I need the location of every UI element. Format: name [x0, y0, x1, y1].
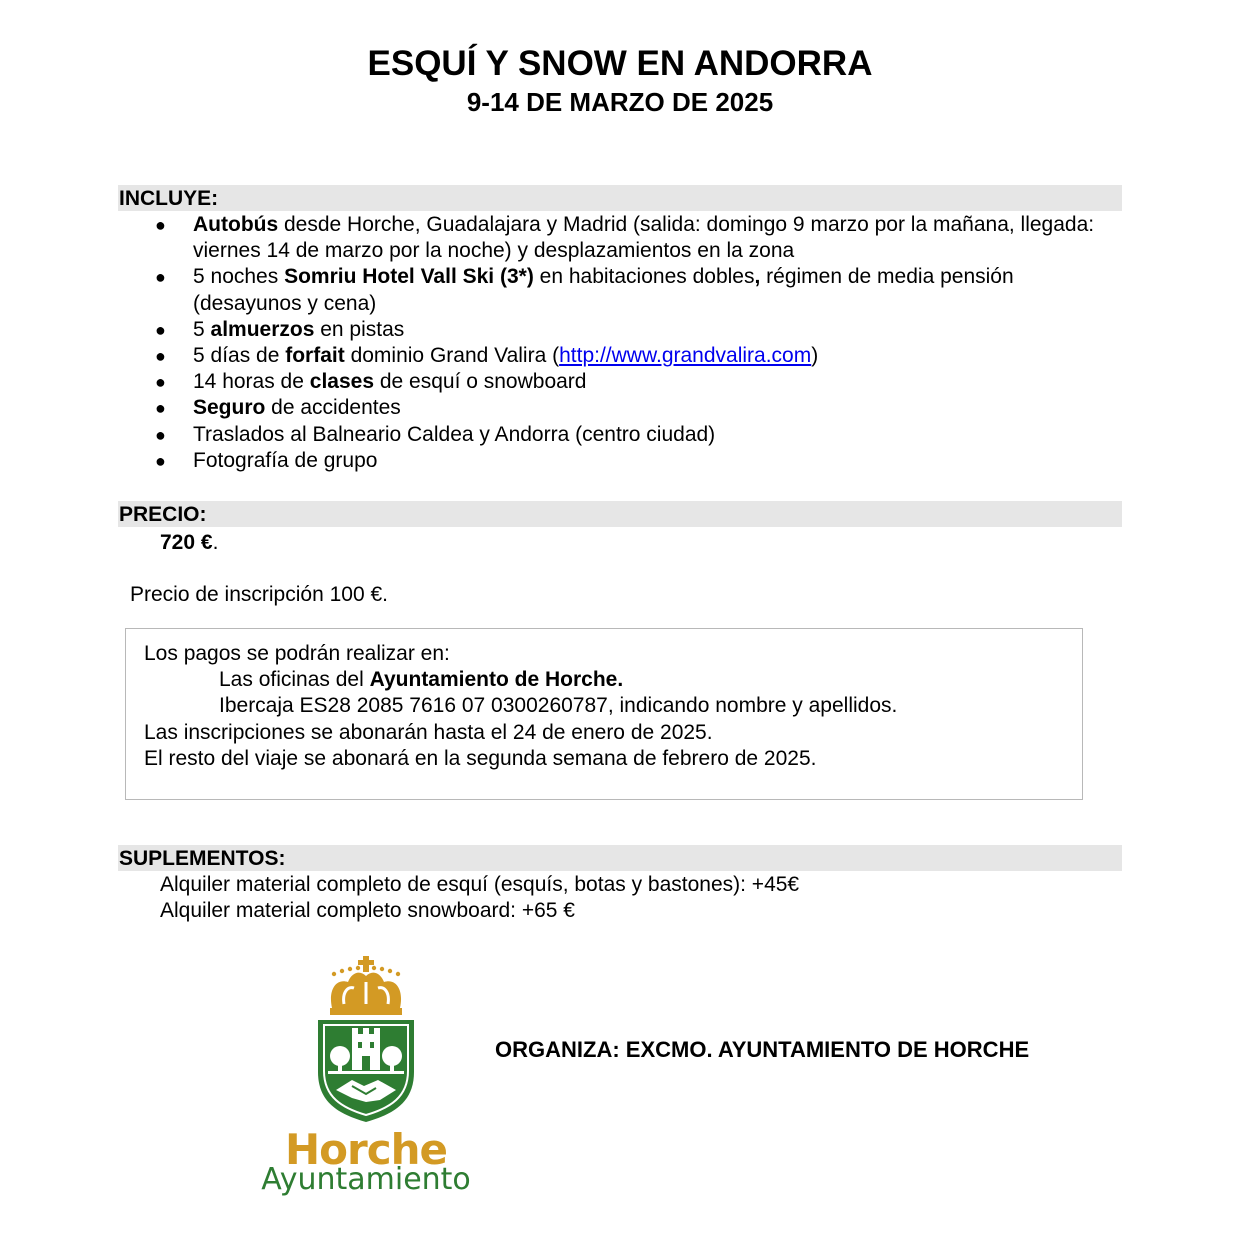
bullet-dot-icon: ●: [155, 372, 166, 393]
payment-line-offices: [144, 667, 1082, 693]
bullet-dot-icon: ●: [155, 424, 166, 445]
item-bold: Seguro: [193, 396, 266, 420]
payment-line: Los pagos se podrán realizar en:: [144, 642, 450, 665]
list-item: [118, 448, 1118, 474]
item-text: de accidentes: [265, 396, 401, 420]
page-subtitle: 9-14 DE MARZO DE 2025: [466, 87, 774, 117]
payment-offices-text: Las oficinas del: [219, 668, 370, 692]
price-amount: [160, 530, 218, 556]
bullet-dot-icon: ●: [155, 450, 166, 471]
list-item: [118, 212, 1118, 264]
organizer-text: ORGANIZA: EXCMO. AYUNTAMIENTO DE HORCHE: [495, 1037, 1030, 1062]
horche-logo: [248, 952, 484, 1202]
item-text: en habitaciones dobles: [533, 265, 755, 289]
supplement-item: Alquiler material completo snowboard: +65 €: [160, 899, 575, 922]
item-bold: almuerzos: [210, 317, 315, 341]
incluye-list: [118, 212, 1118, 474]
list-item: [118, 343, 1118, 369]
logo-word-ayuntamiento: Ayuntamiento: [261, 1162, 471, 1197]
section-heading-precio: PRECIO:: [118, 501, 1122, 527]
item-bold-comma: ,: [754, 265, 761, 289]
item-pre: 14 horas de: [193, 370, 310, 394]
horche-coat-of-arms-icon: [248, 952, 484, 1132]
logo-word-horche: Horche: [285, 1125, 447, 1174]
payment-line-iban: Ibercaja ES28 2085 7616 07 0300260787, indicando nombre y apellidos.: [219, 694, 898, 718]
grandvalira-link[interactable]: http://www.grandvalira.com: [559, 344, 812, 368]
item-bold: forfait: [285, 344, 345, 368]
bullet-dot-icon: ●: [155, 319, 166, 340]
supplement-item: Alquiler material completo de esquí (esquís, botas y bastones): +45€: [160, 873, 800, 896]
item-pre: 5: [193, 317, 211, 341]
list-item: [118, 264, 1118, 316]
item-pre: 5 noches: [193, 265, 285, 289]
item-text: Fotografía de grupo: [193, 448, 378, 472]
item-bold: clases: [309, 370, 374, 394]
page-title: ESQUÍ Y SNOW EN ANDORRA: [367, 44, 873, 83]
item-bold: Somriu Hotel Vall Ski (3*): [284, 265, 534, 289]
bullet-dot-icon: ●: [155, 267, 166, 288]
item-text: en pistas: [314, 317, 405, 341]
item-pre: 5 días de: [193, 344, 286, 368]
payment-offices-bold: Ayuntamiento de Horche.: [369, 668, 624, 692]
payment-line-rest: El resto del viaje se abonará en la segunda semana de febrero de 2025.: [144, 746, 817, 770]
section-heading-suplementos: SUPLEMENTOS:: [118, 845, 1122, 871]
inscription-price: Precio de inscripción 100 €.: [130, 583, 388, 606]
item-text-2: régimen de media pensión (desayunos y cena): [193, 265, 1014, 315]
item-bold: Autobús: [193, 213, 279, 236]
item-text: de esquí o snowboard: [374, 370, 587, 394]
list-item: [118, 369, 1118, 395]
bullet-dot-icon: ●: [155, 215, 166, 235]
item-text: dominio Grand Valira (: [344, 344, 560, 368]
item-text: Traslados al Balneario Caldea y Andorra (centro ciudad): [193, 422, 716, 446]
payment-line-deadline: Las inscripciones se abonarán hasta el 24 de enero de 2025.: [144, 720, 713, 744]
item-text: desde Horche, Guadalajara y Madrid (salida: domingo 9 marzo por la mañana, llegada: viernes 14 de marzo por la noche) y desplazamientos en la zona: [193, 213, 1095, 263]
list-item: [118, 317, 1118, 343]
list-item: [118, 395, 1118, 421]
section-heading-incluye: INCLUYE:: [118, 185, 1122, 211]
bullet-dot-icon: ●: [155, 398, 166, 419]
price-value: 720 €: [160, 531, 213, 554]
price-suffix: .: [212, 531, 219, 554]
list-item: [118, 422, 1118, 448]
payment-info-box: [125, 628, 1083, 800]
bullet-dot-icon: ●: [155, 346, 166, 367]
item-text-2: ): [811, 344, 819, 368]
